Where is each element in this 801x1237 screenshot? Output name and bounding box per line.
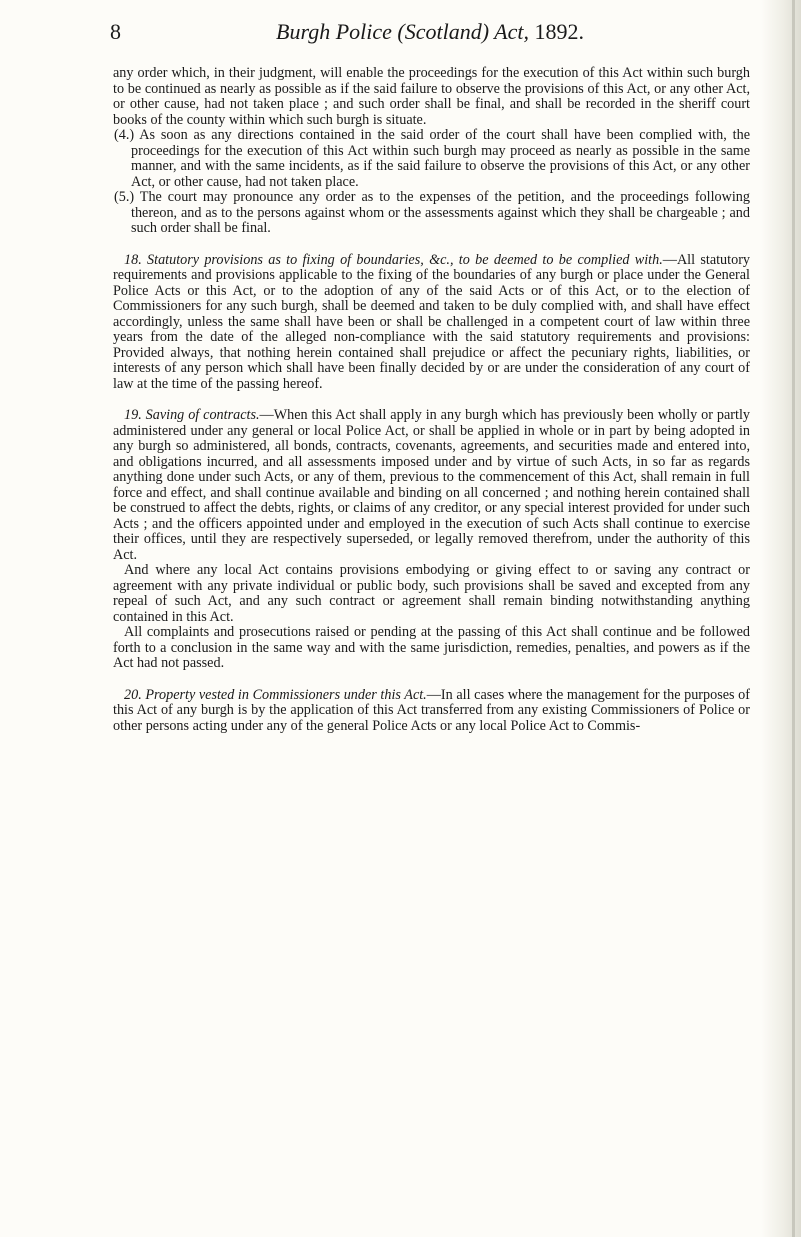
subsection-5: (5.) The court may pronounce any order as to the expenses of the petition, and the proceedings following thereon, and as to the persons against whom or the assessments against which they shall be chargeable ; and such order shall be final. — [114, 189, 750, 236]
page-number: 8 — [110, 19, 121, 44]
section-20-body: —In all cases where the management for the purposes of this Act of any burgh is by the application of this Act transferred from any existing Commissioners of Police or other persons acting under any of the general Police Acts or any local Police Act to Commis- — [113, 686, 750, 734]
binding-edge — [792, 0, 795, 1237]
section-19 — [113, 408, 750, 563]
section-20 — [113, 688, 750, 735]
section-19-heading: 19. Saving of contracts. — [124, 407, 260, 423]
page-edge-shadow — [761, 0, 801, 1237]
section-19-paragraph-3: All complaints and prosecutions raised or pending at the passing of this Act shall continue and be followed forth to a conclusion in the same way and with the same jurisdiction, remedies, penalties, and powers as if the Act had not passed. — [113, 624, 750, 671]
body-text — [113, 66, 750, 734]
section-19-paragraph-2: And where any local Act contains provisions embodying or giving effect to or saving any contract or agreement with any private individual or public body, such provisions shall be saved and excepted from any repeal of such Act, and any such contract or agreement shall remain binding notwithstanding anything contained in this Act. — [113, 562, 750, 625]
section-20-heading: 20. Property vested in Commissioners under this Act. — [124, 686, 427, 703]
page-header — [110, 18, 750, 54]
running-head-title: Burgh Police (Scotland) Act, — [276, 19, 529, 44]
running-head — [110, 18, 750, 46]
section-18-body: —All statutory requirements and provisions applicable to the fixing of the boundaries of any burgh or place under the General Police Acts or this Act, or to the adoption of any of the said Acts or of this Act, or to the election of Commissioners for any such burgh, shall be deemed and taken to be duly complied with, and shall have effect accordingly, unless the same shall have been or shall be challenged in a competent court of law within three years from the date of the alleged non-compliance with the said statutory requirements and provisions: Provided always, that nothing herein contained shall prejudice or affect the pecuniary rights, liabilities, or interests of any person which shall have been finally decided by or are under the consideration of any court of law at the time of the passing hereof. — [113, 251, 751, 392]
section-18-heading: 18. Statutory provisions as to fixing of boundaries, &c., to be deemed to be complied with. — [124, 251, 663, 268]
running-head-year: 1892. — [528, 19, 584, 44]
section-19-body: —When this Act shall apply in any burgh which has previously been wholly or partly administered under any general or local Police Act, or shall be applied in whole or in part by being adopted in any burgh so administered, all bonds, contracts, covenants, agreements, and securities made and entered into, and obligations incurred, and all assessments imposed under and by virtue of such Acts, in so far as regards anything done under such Acts, or any of them, previous to the commencement of this Act, shall remain in full force and effect, and shall continue available and binding on all concerned ; and nothing herein contained shall be construed to affect the debts, rights, or claims of any creditor, or any special interest provided for under such Acts ; and the officers appointed under and employed in the execution of such Acts shall continue to exercise their offices, until they are respectively superseded, or legally removed therefrom, under the authority of this Act. — [113, 407, 750, 563]
paragraph-continued: any order which, in their judgment, will enable the proceedings for the execution of this Act within such burgh to be continued as nearly as possible as if the said failure to observe the provisions of this Act, or any other Act, or other cause, had not taken place ; and such order shall be final, and shall be recorded in the sheriff court books of the county within which such burgh is situate. — [113, 65, 750, 128]
subsection-4: (4.) As soon as any directions contained in the said order of the court shall have been complied with, the proceedings for the execution of this Act within such burgh may proceed as nearly as possible in the same manner, and with the same incidents, as if the said failure to observe the provisions of this Act, or any other Act, or other cause, had not taken place. — [114, 127, 750, 190]
section-18 — [113, 253, 750, 393]
